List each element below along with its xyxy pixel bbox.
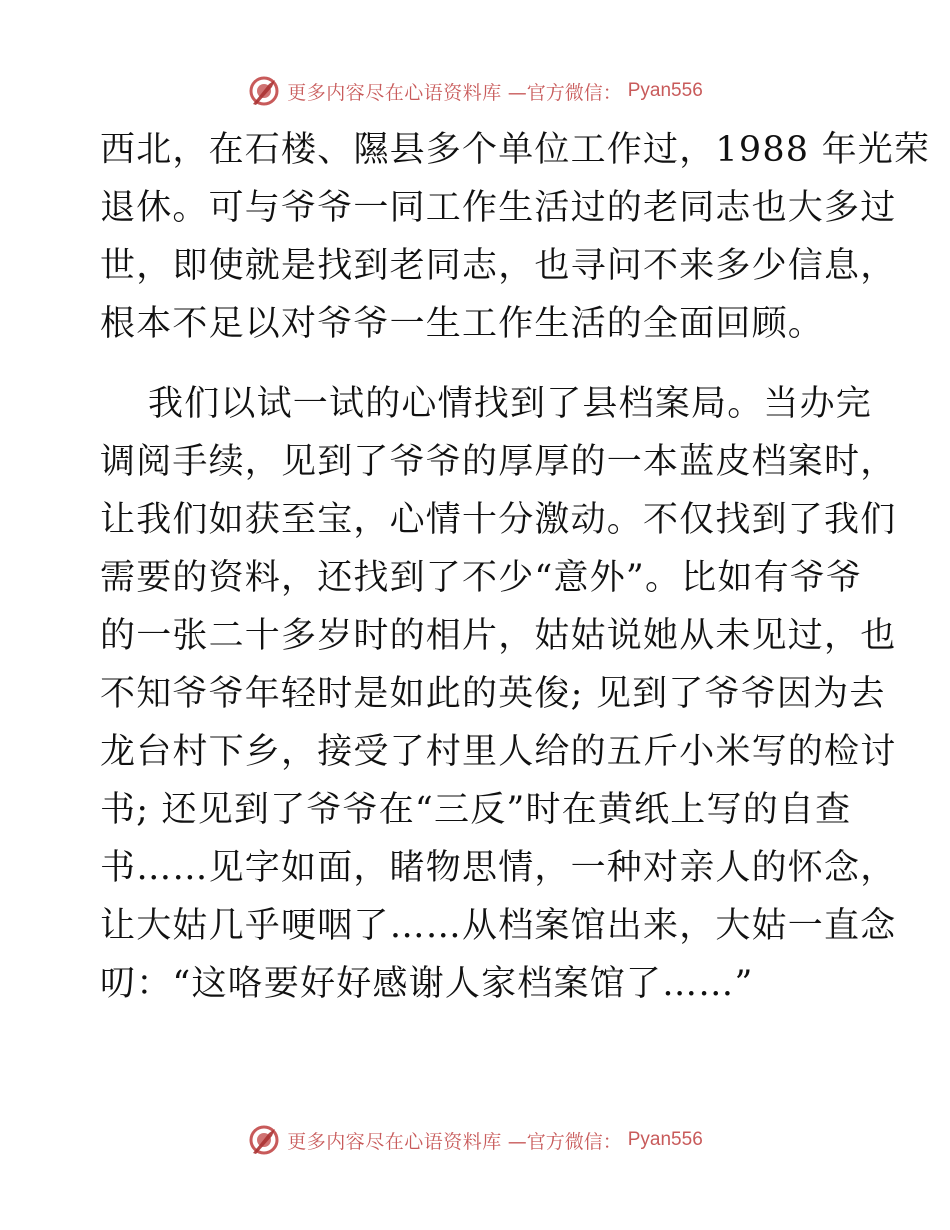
paragraph-2: [100, 375, 897, 1013]
text-line: 根本不足以对爷爷一生工作生活的全面回顾。: [100, 304, 825, 344]
text-line: 叨：“这咯要好好感谢人家档案馆了……”: [100, 964, 754, 1004]
footer-watermark: [0, 1120, 950, 1160]
text-line: 我们以试一试的心情找到了县档案局。当办完: [148, 384, 873, 424]
text-line: 调阅手续，见到了爷爷的厚厚的一本蓝皮档案时，: [100, 442, 897, 482]
text-line: 书……见字如面，睹物思情，一种对亲人的怀念，: [100, 848, 897, 888]
watermark-wechat-id: Pyan556: [627, 80, 703, 101]
text-line: 的一张二十多岁时的相片，姑姑说她从未见过，也: [100, 616, 897, 656]
header-watermark: [0, 71, 950, 111]
text-line: 龙台村下乡，接受了村里人给的五斤小米写的检讨: [100, 732, 897, 772]
watermark-separator: —官方微信：: [507, 81, 622, 104]
text-line: 让大姑几乎哽咽了……从档案馆出来，大姑一直念: [100, 906, 897, 946]
text-line: 书; 还见到了爷爷在“三反”时在黄纸上写的自查: [100, 790, 852, 830]
quill-pen-logo-icon: [247, 74, 281, 108]
text-line: 世，即使就是找到老同志，也寻问不来多少信息，: [100, 246, 897, 286]
text-line: 需要的资料，还找到了不少“意外”。比如有爷爷: [100, 558, 863, 598]
paragraph-1: [100, 121, 931, 353]
text-line: 退休。可与爷爷一同工作生活过的老同志也大多过: [100, 188, 897, 228]
text-line: 让我们如获至宝，心情十分激动。不仅找到了我们: [100, 500, 897, 540]
text-line: 不知爷爷年轻时是如此的英俊; 见到了爷爷因为去: [100, 674, 886, 714]
watermark-wechat-id: Pyan556: [627, 1129, 703, 1150]
watermark-separator: —官方微信：: [507, 1130, 622, 1153]
quill-pen-logo-icon: [247, 1123, 281, 1157]
watermark-text: 更多内容尽在心语资料库: [287, 1130, 502, 1153]
text-line: 西北，在石楼、隰县多个单位工作过，1988 年光荣: [100, 130, 931, 170]
watermark-text: 更多内容尽在心语资料库: [287, 81, 502, 104]
